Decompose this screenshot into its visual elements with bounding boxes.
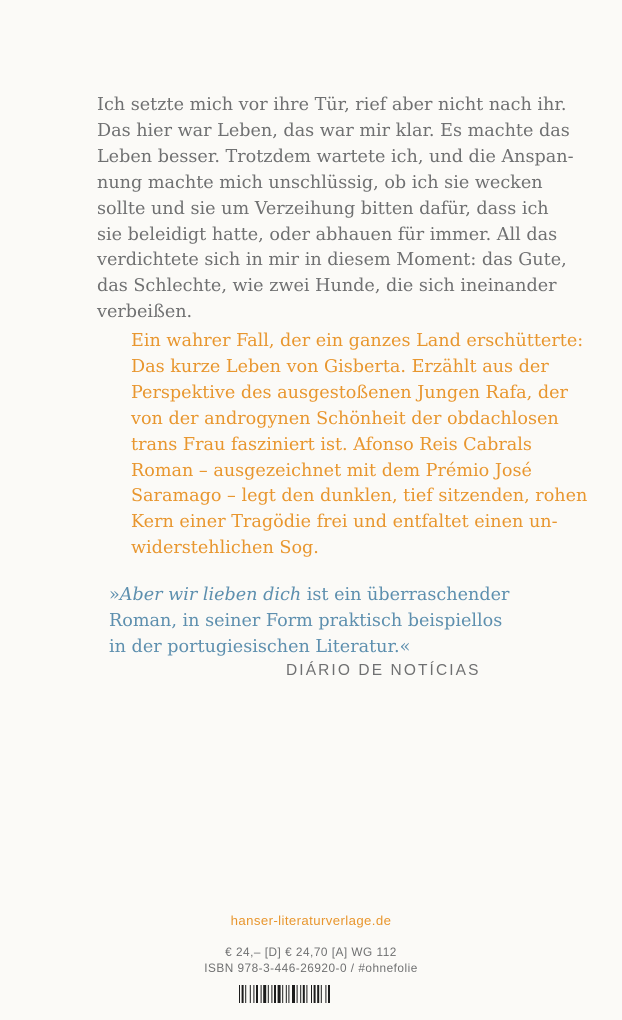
excerpt-line: sollte und sie um Verzeihung bitten dafür, dass ich bbox=[97, 198, 549, 219]
blurb-line: Perspektive des ausgestoßenen Jungen Rafa, der bbox=[131, 382, 568, 403]
price-info: € 24,– [D] € 24,70 [A] WG 112 bbox=[225, 945, 397, 959]
quote-line: in der portugiesischen Literatur.« bbox=[109, 636, 411, 657]
barcode-icon bbox=[239, 985, 384, 1003]
blurb-line: trans Frau fasziniert ist. Afonso Reis Cabrals bbox=[131, 434, 532, 455]
excerpt-line: das Schlechte, wie zwei Hunde, die sich ineinander bbox=[97, 276, 557, 297]
blurb-line: Das kurze Leben von Gisberta. Erzählt aus der bbox=[131, 356, 549, 377]
publisher-footer bbox=[0, 911, 622, 976]
blurb-line: Kern einer Tragödie frei und entfaltet einen un- bbox=[131, 512, 558, 533]
excerpt-line: Das hier war Leben, das war mir klar. Es machte das bbox=[97, 120, 570, 141]
excerpt-text bbox=[97, 93, 577, 326]
quote-source: DIÁRIO DE NOTÍCIAS bbox=[286, 662, 481, 679]
excerpt-line: nung machte mich unschlüssig, ob ich sie wecken bbox=[97, 172, 543, 193]
blurb-line: von der androgynen Schönheit der obdachlosen bbox=[131, 408, 559, 429]
blurb-line: widerstehlichen Sog. bbox=[131, 538, 319, 559]
excerpt-line: Ich setzte mich vor ihre Tür, rief aber nicht nach ihr. bbox=[97, 95, 567, 115]
quote-book-title: Aber wir lieben dich bbox=[119, 585, 302, 605]
excerpt-line: sie beleidigt hatte, oder abhauen für immer. All das bbox=[97, 224, 558, 245]
excerpt-line: Leben besser. Trotzdem wartete ich, und die Anspan- bbox=[97, 146, 574, 167]
quote-line-rest: ist ein überraschender bbox=[301, 585, 510, 605]
excerpt-line: verdichtete sich in mir in diesem Moment: das Gute, bbox=[97, 250, 567, 271]
blurb-line: Ein wahrer Fall, der ein ganzes Land erschütterte: bbox=[131, 331, 584, 351]
publisher-website-link[interactable]: hanser-literaturverlage.de bbox=[230, 913, 392, 928]
quote-open-mark: » bbox=[109, 585, 120, 605]
blurb-line: Roman – ausgezeichnet mit dem Prémio José bbox=[131, 460, 532, 481]
blurb-text bbox=[131, 329, 588, 562]
press-quote bbox=[109, 583, 549, 661]
blurb-line: Saramago – legt den dunklen, tief sitzenden, rohen bbox=[131, 486, 588, 507]
excerpt-line: verbeißen. bbox=[97, 302, 193, 323]
quote-line bbox=[109, 583, 549, 609]
isbn-info: ISBN 978-3-446-26920-0 / #ohnefolie bbox=[204, 961, 418, 975]
quote-line: Roman, in seiner Form praktisch beispiellos bbox=[109, 610, 503, 631]
